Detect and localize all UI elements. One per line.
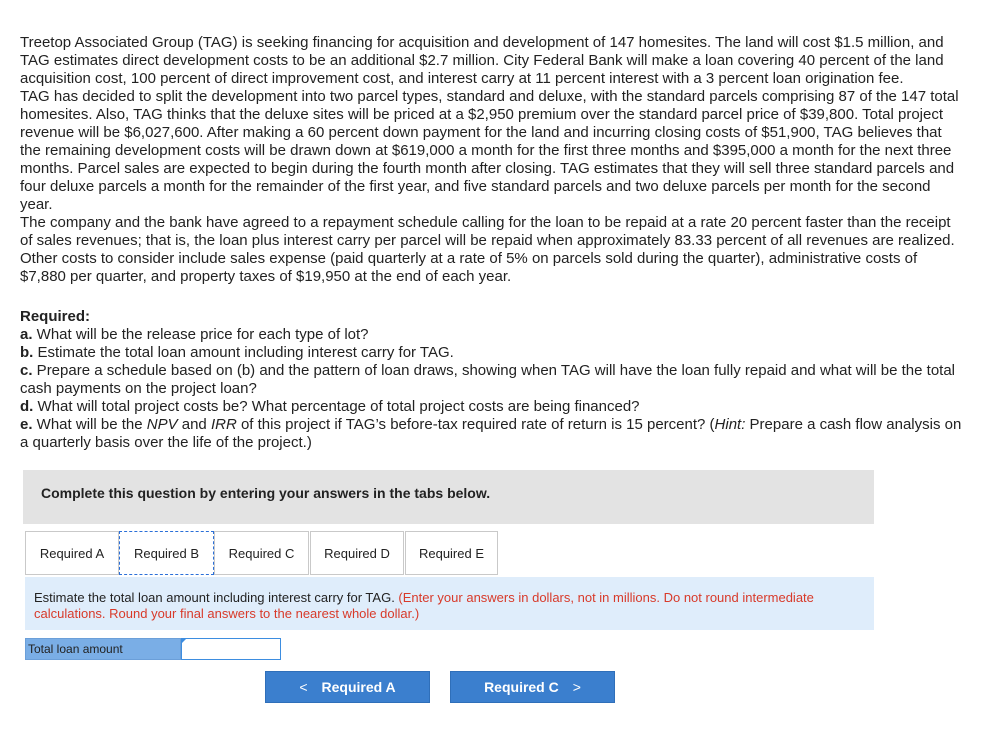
- prev-required-a-button[interactable]: [265, 671, 430, 703]
- next-button-label: Required C: [484, 679, 559, 695]
- panel-prompt: Estimate the total loan amount including interest carry for TAG.: [34, 590, 399, 605]
- tab-required-c[interactable]: Required C: [214, 531, 309, 575]
- prev-button-label: Required A: [321, 679, 396, 695]
- chevron-left-icon: <: [299, 679, 308, 695]
- required-item-e: e. What will be the NPV and IRR of this project if TAG’s before-tax required rate of return is 15 percent? (Hint: Prepare a cash flow analysis on a quarterly basis over the life of the project.): [20, 416, 962, 451]
- total-loan-amount-label: Total loan amount: [25, 638, 181, 660]
- problem-paragraph-2: TAG has decided to split the development into two parcel types, standard and deluxe, with the standard parcels comprising 87 of the 147 total homesites. Also, TAG thinks that the deluxe sites will be priced at a $2,950 premium over the standard parcel price of $39,800. Total project revenue will be $6,027,600. After making a 60 percent down payment for the land and incurring closing costs of $51,900, TAG believes that the remaining development costs will be drawn down at $619,000 a month for the first three months and $395,000 a month for the next three months. Parcel sales are expected to begin during the fourth month after closing. TAG estimates that they will sell three standard parcels and four deluxe parcels a month for the remainder of the first year, and five standard parcels and two deluxe parcels per month for the second year.: [20, 88, 959, 213]
- instruction-text: Complete this question by entering your answers in the tabs below.: [41, 485, 491, 501]
- panel-text: [34, 590, 864, 622]
- tab-required-b[interactable]: Required B: [119, 531, 214, 575]
- required-item-c: c. Prepare a schedule based on (b) and the pattern of loan draws, showing when TAG will have the loan fully repaid and what will be the total cash payments on the project loan?: [20, 362, 956, 397]
- required-heading: Required:: [20, 308, 91, 325]
- required-item-d: d. What will total project costs be? What percentage of total project costs are being financed?: [20, 398, 640, 415]
- tab-required-d[interactable]: Required D: [310, 531, 404, 575]
- panel-hint: (Enter your answers in dollars, not in millions. Do not round intermediate calculations. Round your final answers to the nearest whole dollar.): [34, 590, 814, 621]
- problem-paragraph-1: Treetop Associated Group (TAG) is seeking financing for acquisition and development of 147 homesites. The land will cost $1.5 million, and TAG estimates direct development costs to be an additional $2.7 million. City Federal Bank will make a loan covering 40 percent of the land acquisition cost, 100 percent of direct improvement cost, and interest carry at 11 percent interest with a 3 percent loan origination fee.: [20, 34, 944, 87]
- problem-paragraph-3: The company and the bank have agreed to a repayment schedule calling for the loan to be repaid at a rate 20 percent faster than the receipt of sales revenues; that is, the loan plus interest carry per parcel will be repaid when approximately 83.33 percent of all revenues are realized. Other costs to consider include sales expense (paid quarterly at a rate of 5% on parcels sold during the quarter), administrative costs of $7,880 per quarter, and property taxes of $19,950 at the end of each year.: [20, 214, 955, 285]
- input-corner-marker-icon: [181, 638, 187, 644]
- tab-required-a[interactable]: Required A: [25, 531, 119, 575]
- question-panel: [25, 577, 874, 630]
- problem-text: [20, 34, 966, 452]
- required-item-a: a. What will be the release price for each type of lot?: [20, 326, 369, 343]
- total-loan-amount-input[interactable]: [181, 638, 281, 660]
- next-required-c-button[interactable]: [450, 671, 615, 703]
- required-item-b: b. Estimate the total loan amount including interest carry for TAG.: [20, 344, 454, 361]
- tab-required-e[interactable]: Required E: [405, 531, 498, 575]
- instruction-banner: [23, 470, 874, 524]
- chevron-right-icon: >: [572, 679, 581, 695]
